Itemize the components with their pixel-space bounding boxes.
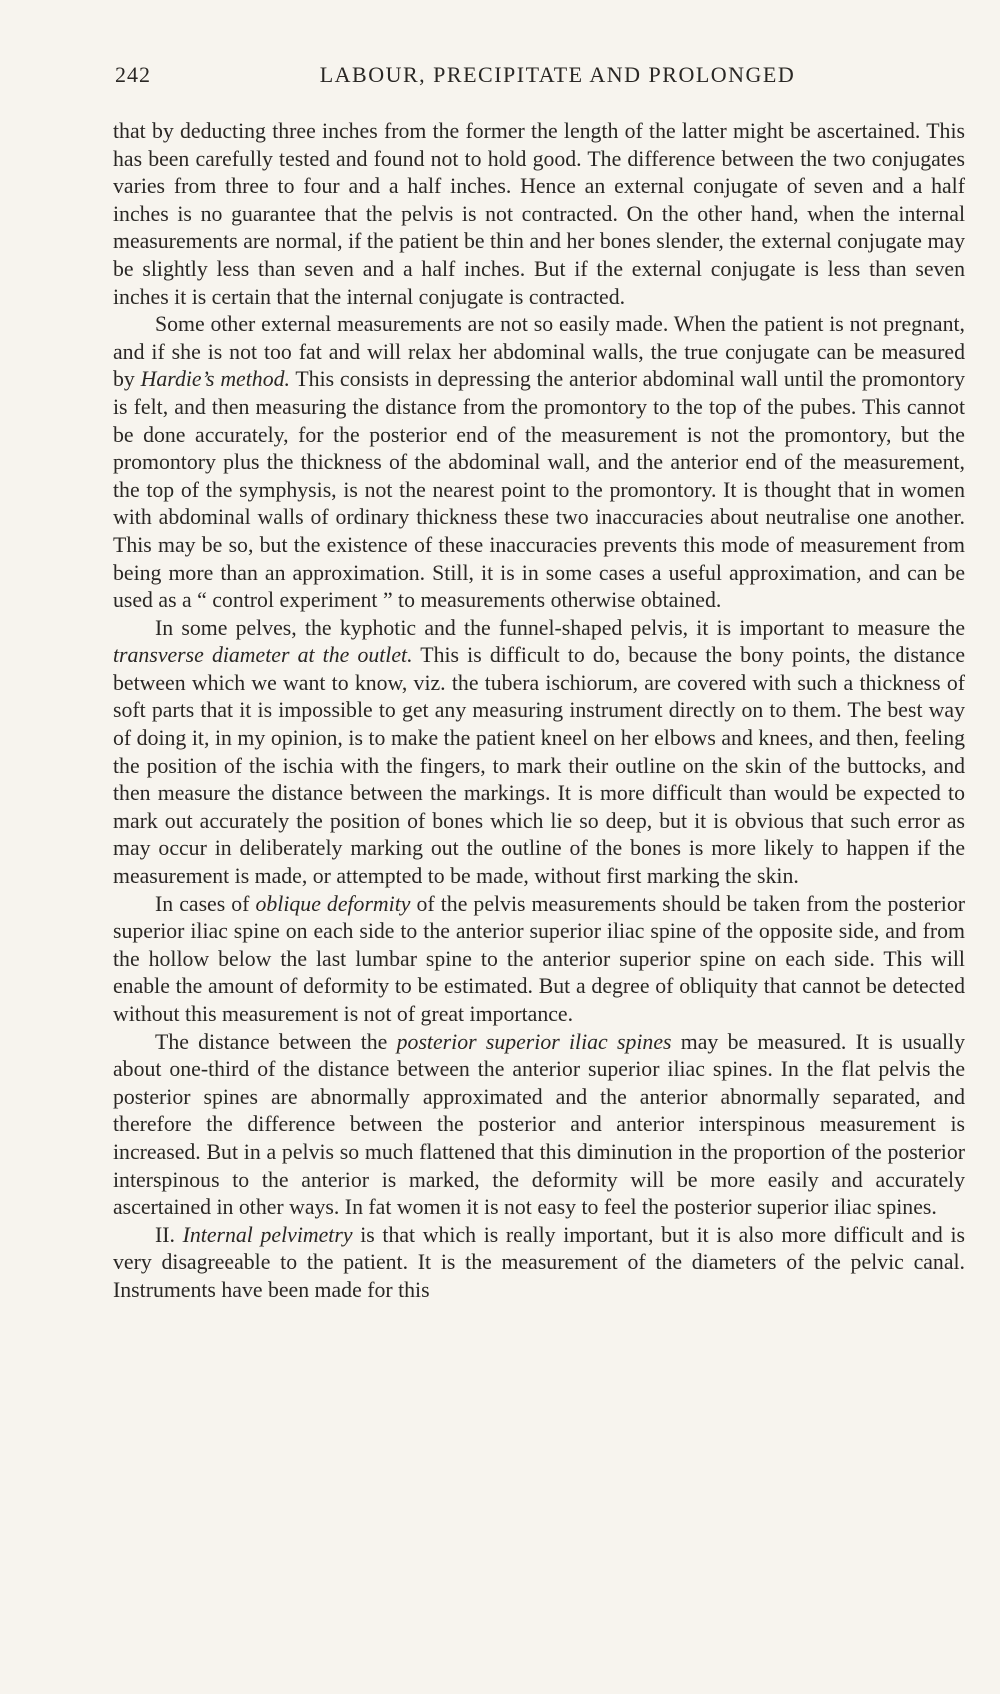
text-run: In cases of (155, 891, 256, 916)
text-run: In some pelves, the kyphotic and the funnel-shaped pelvis, it is important to measure the (155, 615, 965, 640)
paragraph (113, 891, 965, 1029)
text-run: may be measured. It is usually about one-third of the distance between the anterior superior iliac spines. In the flat pelvis the posterior spines are abnormally approximated and the anterior abnormally separated, and therefore the difference between the posterior and anterior interspinous measurement is increased. But in a pelvis so much flattened that this diminution in the proportion of the posterior interspinous to the anterior is marked, the deformity will be more easily and accurately ascertained in other ways. In fat women it is not easy to feel the posterior superior iliac spines. (113, 1029, 966, 1220)
text-run: is that which is really important, but it is also more difficult and is very disagreeable to the patient. It is the measurement of the diameters of the pelvic canal. Instruments have been made for this (113, 1222, 965, 1302)
running-title: LABOUR, PRECIPITATE AND PROLONGED (319, 62, 796, 87)
text-run: that by deducting three inches from the former the length of the latter might be ascertained. This has been carefully tested and found not to hold good. The difference between the two conjugates varies from three to four and a half inches. Hence an external conjugate of seven and a half inches is no guarantee that the pelvis is not contracted. On the other hand, when the internal measurements are normal, if the patient be thin and her bones slender, the external conjugate may be slightly less than seven and a half inches. But if the external conjugate is less than seven inches it is certain that the internal conjugate is contracted. (113, 119, 965, 309)
page-header (115, 62, 960, 94)
italic-term: oblique deformity (255, 891, 411, 916)
italic-term: Internal pelvimetry (182, 1222, 353, 1247)
text-run: Some other external measurements are not so easily made. When the patient is not pregnant, and if she is not too fat and will relax her abdominal walls, the true conjugate can be measured by (113, 312, 965, 392)
italic-term: posterior superior iliac spines (396, 1029, 672, 1054)
paragraph (113, 1029, 965, 1222)
text-run: This is difficult to do, because the bony points, the distance between which we want to know, viz. the tubera ischiorum, are covered with such a thickness of soft parts that it is impossible to get any measuring instrument directly on to them. The best way of doing it, in my opinion, is to make the patient kneel on her elbows and knees, and then, feeling the position of the ischia with the fingers, to mark their outline on the skin of the buttocks, and then measure the distance between the markings. It is more difficult than would be expected to mark out accurately the position of bones which lie so deep, but it is obvious that such error as may occur in deliberately marking out the outline of the bones is more likely to happen if the measurement is made, or attempted to be made, without first marking the skin. (113, 643, 965, 889)
page-number: 242 (115, 62, 151, 87)
paragraph (113, 615, 965, 891)
paragraph (113, 118, 965, 311)
paragraph (113, 311, 965, 615)
italic-term: transverse diameter at the outlet. (113, 643, 413, 668)
paragraph (113, 1222, 965, 1305)
text-run: of the pelvis measurements should be taken from the posterior superior iliac spine on each side to the anterior superior iliac spine of the opposite side, and from the hollow below the last lumbar spine to the anterior superior spine on each side. This will enable the amount of deformity to be estimated. But a degree of obliquity that cannot be detected without this measurement is not of great importance. (113, 891, 965, 1026)
body-text (113, 118, 965, 1305)
text-run: This consists in depressing the anterior abdominal wall until the promontory is felt, and then measuring the distance from the promontory to the top of the pubes. This cannot be done accurately, for the posterior end of the measurement is not the promontory, but the promontory plus the thickness of the abdominal wall, and the anterior end of the measurement, the top of the symphysis, is not the nearest point to the promontory. It is thought that in women with abdominal walls of ordinary thickness these two inaccuracies about neutralise one another. This may be so, but the existence of these inaccuracies prevents this mode of measurement from being more than an approximation. Still, it is in some cases a useful approximation, and can be used as a “ control experiment ” to measurements otherwise obtained. (113, 367, 965, 613)
italic-term: Hardie’s method. (140, 367, 290, 392)
text-run: II. (155, 1222, 183, 1247)
text-run: The distance between the (155, 1029, 397, 1054)
